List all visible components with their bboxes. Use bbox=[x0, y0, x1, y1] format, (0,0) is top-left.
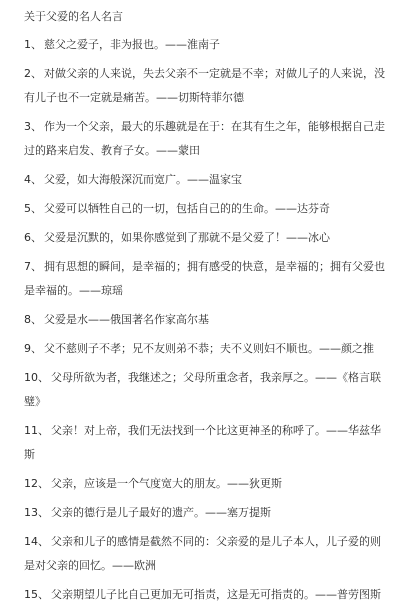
quote-text: 父亲，应该是一个气度宽大的朋友。——狄更斯 bbox=[51, 477, 282, 490]
quote-number: 4、 bbox=[24, 173, 42, 186]
quote-text: 父亲和儿子的感情是截然不同的：父亲爱的是儿子本人，儿子爱的则是对父亲的回忆。——欧洲 bbox=[24, 535, 381, 572]
quote-number: 12、 bbox=[24, 477, 49, 490]
quote-number: 8、 bbox=[24, 313, 42, 326]
quote-number: 11、 bbox=[24, 424, 49, 437]
quote-number: 15、 bbox=[24, 588, 49, 601]
quote-item bbox=[24, 337, 388, 361]
quote-text: 对做父亲的人来说，失去父亲不一定就是不幸；对做儿子的人来说，没有儿子也不一定就是痛苦。——切斯特菲尔德 bbox=[24, 67, 385, 104]
quote-item bbox=[24, 168, 388, 192]
quote-item bbox=[24, 308, 388, 332]
quote-text: 慈父之爱子，非为报也。——淮南子 bbox=[44, 38, 220, 51]
quote-number: 7、 bbox=[24, 260, 42, 273]
quote-number: 2、 bbox=[24, 67, 42, 80]
quote-text: 作为一个父亲，最大的乐趣就是在于：在其有生之年，能够根据自己走过的路来启发、教育子女。——蒙田 bbox=[24, 120, 385, 157]
quote-text: 父爱可以牺牲自己的一切，包括自己的的生命。——达芬奇 bbox=[44, 202, 330, 215]
quote-text: 父亲期望儿子比自己更加无可指责，这是无可指责的。——普劳图斯 bbox=[51, 588, 381, 601]
document-title: 关于父爱的名人名言 bbox=[24, 10, 123, 23]
quote-item bbox=[24, 472, 388, 496]
quote-item bbox=[24, 583, 388, 607]
quote-text: 拥有思想的瞬间，是幸福的；拥有感受的快意，是幸福的；拥有父爱也是幸福的。——琼瑶 bbox=[24, 260, 385, 297]
quote-text: 父爱是水——俄国著名作家高尔基 bbox=[44, 313, 209, 326]
quote-item bbox=[24, 419, 388, 467]
quote-text: 父亲！对上帝，我们无法找到一个比这更神圣的称呼了。——华兹华斯 bbox=[24, 424, 381, 461]
quote-text: 父不慈则子不孝；兄不友则弟不恭；夫不义则妇不顺也。——颜之推 bbox=[44, 342, 374, 355]
quote-item bbox=[24, 501, 388, 525]
quote-item bbox=[24, 530, 388, 578]
quote-item bbox=[24, 115, 388, 163]
quote-number: 6、 bbox=[24, 231, 42, 244]
quote-number: 1、 bbox=[24, 38, 42, 51]
quote-item bbox=[24, 62, 388, 110]
quote-text: 父爱是沉默的，如果你感觉到了那就不是父爱了！——冰心 bbox=[44, 231, 330, 244]
quote-item bbox=[24, 255, 388, 303]
quote-item bbox=[24, 197, 388, 221]
quote-text: 父亲的德行是儿子最好的遗产。——塞万提斯 bbox=[51, 506, 271, 519]
quote-number: 14、 bbox=[24, 535, 49, 548]
quote-number: 13、 bbox=[24, 506, 49, 519]
quote-number: 3、 bbox=[24, 120, 42, 133]
quote-item bbox=[24, 366, 388, 414]
quote-text: 父母所欲为者，我继述之；父母所重念者，我亲厚之。——《格言联璧》 bbox=[24, 371, 381, 408]
quote-item bbox=[24, 33, 388, 57]
quote-number: 9、 bbox=[24, 342, 42, 355]
quote-number: 10、 bbox=[24, 371, 49, 384]
quote-item bbox=[24, 226, 388, 250]
quote-number: 5、 bbox=[24, 202, 42, 215]
quote-text: 父爱，如大海般深沉而宽广。——温家宝 bbox=[44, 173, 242, 186]
